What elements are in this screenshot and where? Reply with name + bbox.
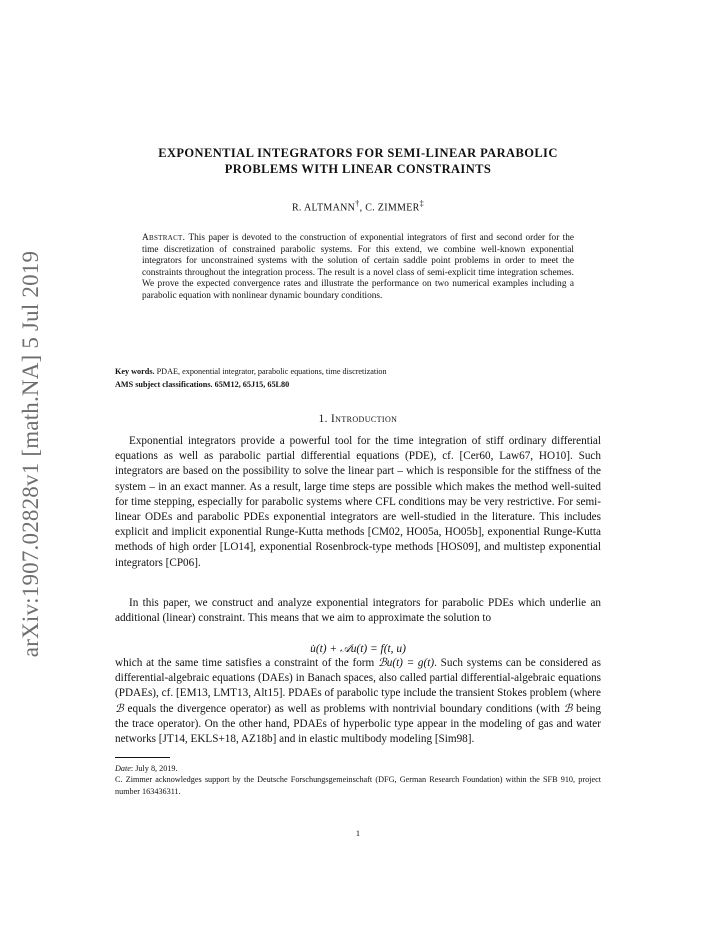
keywords-text: PDAE, exponential integrator, parabolic equations, time discretization <box>156 367 387 376</box>
ams-codes: 65M12, 65J15, 65L80 <box>214 380 290 389</box>
keywords-block <box>115 365 601 391</box>
display-equation: u̇(t) + 𝒜u(t) = f(t, u) <box>310 643 406 655</box>
intro-paragraph-3 <box>115 656 601 747</box>
abstract <box>142 233 574 303</box>
keywords-line <box>115 365 601 378</box>
constraint-equation: ℬu(t) = g(t) <box>377 657 435 669</box>
section-heading: 1. Introduction <box>318 413 398 425</box>
author-1-mark: † <box>355 199 360 208</box>
page-number: 1 <box>355 829 361 838</box>
keywords-label: Key words. <box>115 367 155 376</box>
acknowledgment-footnote: C. Zimmer acknowledges support by the Deutsche Forschungsgemeinschaft (DFG, German Research Foundation) within the SFB 910, project number 163436311. <box>115 775 601 796</box>
p3-text-2: . Such systems can be considered as differential-algebraic equations (DAEs) in Banach spaces, also called partial differential-algebraic equations (PDAEs), cf. [EM13, LMT13, Alt15]. PDAEs of parabolic type include the transient Stokes problem (where <box>115 657 601 700</box>
arxiv-stamp <box>6 239 56 669</box>
abstract-heading: Abstract. <box>142 233 186 243</box>
p3-text-4: being the trace operator). On the other hand, PDAEs of hyperbolic type appear in the modeling of gas and water networks [JT14, EKLS+18, AZ18b] and in elastic multibody modeling [Sim98]. <box>115 702 601 746</box>
paper-title <box>115 145 601 177</box>
arxiv-identifier: arXiv:1907.02828v1 [math.NA] 5 Jul 2019 <box>18 250 43 658</box>
author-2-mark: ‡ <box>419 199 425 208</box>
intro-paragraph-2: In this paper, we construct and analyze exponential integrators for parabolic PDEs which underlie an additional (linear) constraint. This means that we aim to approximate the solution to <box>115 597 601 625</box>
author-list <box>115 199 601 213</box>
author-1: R. ALTMANN <box>291 202 356 214</box>
operator-symbol: ℬ <box>563 702 573 715</box>
footnote-rule <box>115 757 170 758</box>
ams-line <box>115 378 601 391</box>
title-line-2: PROBLEMS WITH LINEAR CONSTRAINTS <box>224 162 492 176</box>
operator-symbol: ℬ <box>115 702 124 715</box>
intro-paragraph-1: Exponential integrators provide a powerful tool for the time integration of stiff ordinary differential equations as well as parabolic partial differential equations (PDE), cf. [Cer60, Law67, HO10]. Such integrators are based on the possibility to solve the linear part – which is responsible for the stiffness of the system – in an exact manner. As a result, large time steps are possible which makes the method well-suited for time stepping, especially for parabolic systems where CFL conditions may be very restrictive. For semi-linear ODEs and parabolic PDEs exponential integrators are well-studied in the literature. This includes explicit and implicit exponential Runge-Kutta methods [CM02, HO05a, HO05b], exponential Runge-Kutta methods of high order [LO14], exponential Rosenbrock-type methods [HOS09], and multistep exponential integrators [CP06]. <box>115 435 601 569</box>
author-separator: , <box>359 202 366 214</box>
title-line-1: EXPONENTIAL INTEGRATORS FOR SEMI-LINEAR PARABOLIC <box>158 146 558 160</box>
abstract-text: This paper is devoted to the construction of exponential integrators of first and second order for the time discretization of constrained parabolic systems. For this extend, we combine well-known exponential integrators for unconstrained systems with the solution of certain saddle point problems in order to meet the constraints throughout the integration process. The result is a novel class of semi-explicit time integration schemes. We prove the expected convergence rates and illustrate the performance on two numerical examples including a parabolic equation with nonlinear dynamic boundary conditions. <box>142 233 575 301</box>
date-value: : July 8, 2019. <box>130 764 178 773</box>
date-footnote <box>115 763 601 774</box>
date-label: Date <box>115 764 131 773</box>
p3-text-1: which at the same time satisfies a constraint of the form <box>115 657 378 669</box>
ams-label: AMS subject classifications. <box>115 380 213 389</box>
author-2: C. ZIMMER <box>365 202 420 214</box>
footnotes <box>115 763 601 797</box>
p3-text-3: equals the divergence operator) as well as problems with nontrivial boundary conditions (with <box>123 702 564 715</box>
